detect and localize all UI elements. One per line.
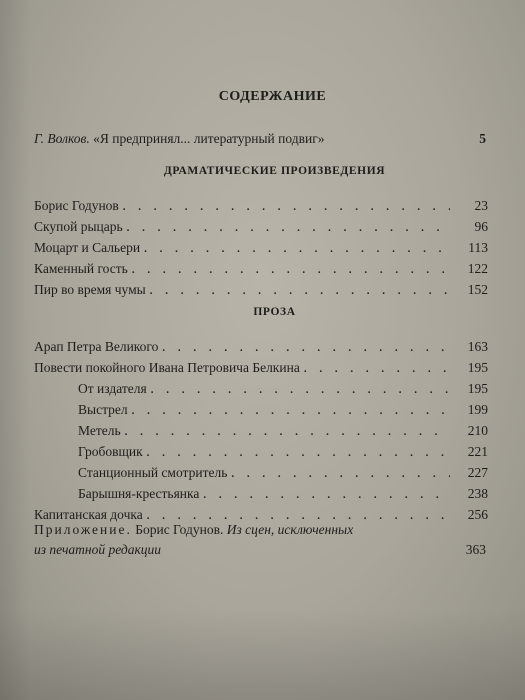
toc-title: СОДЕРЖАНИЕ <box>218 89 327 104</box>
entry-page: 195 <box>467 360 488 375</box>
appendix-title: Борис Годунов. <box>135 522 224 537</box>
toc-entry-motsart-i-salieri <box>34 240 488 256</box>
entry-page: 122 <box>467 261 488 276</box>
toc-entry-stantsionnyi-smotritel <box>78 465 488 481</box>
intro-page: 5 <box>479 131 486 146</box>
entry-label: От издателя <box>78 381 147 396</box>
entry-page: 238 <box>467 486 488 501</box>
entry-label: Капитанская дочка <box>34 507 143 522</box>
leader-dots <box>151 384 450 396</box>
appendix-line-2 <box>34 540 486 560</box>
appendix-line-1 <box>34 520 486 540</box>
entry-label: Борис Годунов <box>34 198 119 213</box>
leader-dots <box>231 468 450 480</box>
leader-dots <box>203 489 450 501</box>
toc-entry-grobovshchik <box>78 444 488 460</box>
leader-dots <box>162 342 450 354</box>
toc-entry-baryshnya-krestyanka <box>78 486 488 502</box>
leader-dots <box>127 222 450 234</box>
entry-label: Арап Петра Великого <box>34 339 159 354</box>
toc-entry-appendix <box>34 520 486 560</box>
entry-page: 210 <box>467 423 488 438</box>
toc-entry-boris-godunov <box>34 198 488 214</box>
page-shadow-bottom <box>0 610 525 700</box>
leader-dots <box>150 285 450 297</box>
intro-author: Г. Волков. <box>34 131 90 146</box>
leader-dots <box>132 264 450 276</box>
entry-page: 23 <box>474 198 488 213</box>
toc-entry-skupoi-rytsar <box>34 219 488 235</box>
toc-entry-vystrel <box>78 402 488 418</box>
toc-entry-metel <box>78 423 488 439</box>
entry-page: 96 <box>474 219 488 234</box>
entry-label: Скупой рыцарь <box>34 219 123 234</box>
entry-page: 195 <box>467 381 488 396</box>
entry-label: Моцарт и Сальери <box>34 240 141 255</box>
toc-entry-kamennyi-gost <box>34 261 488 277</box>
leader-dots <box>123 201 450 213</box>
appendix-lead: Приложение. <box>34 522 132 537</box>
entry-label: Пир во время чумы <box>34 282 146 297</box>
entry-label: Повести покойного Ивана Петровича Белкина <box>34 360 300 375</box>
entry-page: 163 <box>467 339 488 354</box>
entry-label: Метель <box>78 423 121 438</box>
entry-page: 113 <box>468 240 488 255</box>
entry-page: 199 <box>467 402 488 417</box>
entry-label: Гробовщик <box>78 444 143 459</box>
page-shadow-left <box>0 0 30 700</box>
entry-label: Каменный гость <box>34 261 128 276</box>
section-heading-prose: ПРОЗА <box>253 306 296 318</box>
entry-label: Барышня-крестьянка <box>78 486 200 501</box>
appendix-page: 363 <box>465 542 486 557</box>
entry-page: 256 <box>467 507 488 522</box>
section-heading-drama: ДРАМАТИЧЕСКИЕ ПРОИЗВЕДЕНИЯ <box>163 165 386 177</box>
leader-dots <box>144 243 450 255</box>
entry-page: 221 <box>467 444 488 459</box>
toc-entry-pir-vo-vremya-chumy <box>34 282 488 298</box>
intro-title: «Я предпринял... литературный подвиг» <box>93 131 325 146</box>
appendix-subtitle-1: Из сцен, исключенных <box>226 522 354 537</box>
intro-text <box>34 131 456 147</box>
toc-entry-ot-izdatelya <box>78 381 488 397</box>
toc-entry-intro <box>34 131 486 147</box>
leader-dots <box>147 447 450 459</box>
toc-entry-povesti-belkina <box>34 360 488 376</box>
appendix-subtitle-2: из печатной редакции <box>34 542 162 557</box>
entry-label: Выстрел <box>78 402 128 417</box>
toc-entry-arap-petra-velikogo <box>34 339 488 355</box>
leader-dots <box>132 405 450 417</box>
entry-page: 152 <box>467 282 488 297</box>
leader-dots <box>304 363 450 375</box>
entry-label: Станционный смотритель <box>78 465 228 480</box>
entry-page: 227 <box>467 465 488 480</box>
leader-dots <box>125 426 450 438</box>
